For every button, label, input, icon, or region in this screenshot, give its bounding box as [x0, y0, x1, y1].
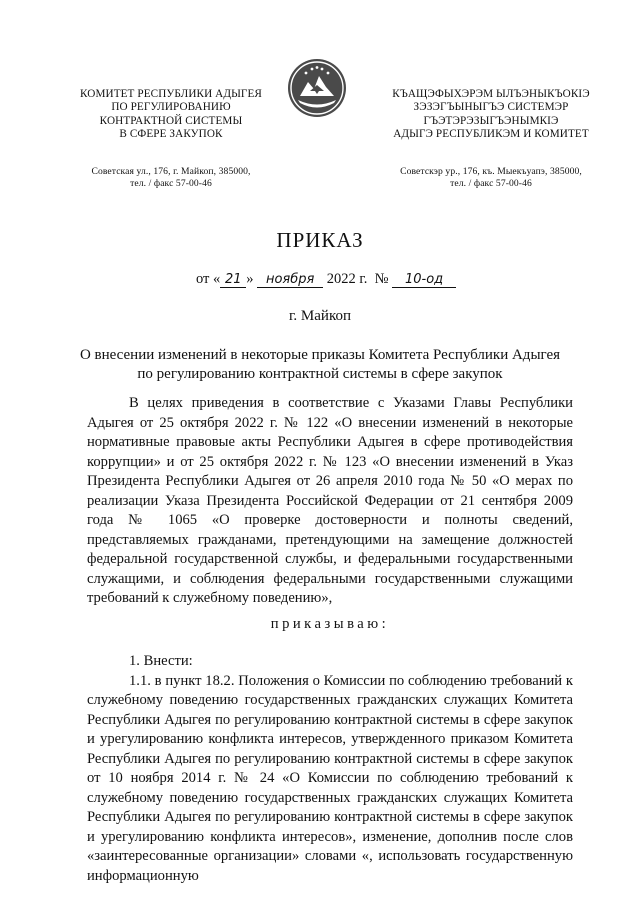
- subject-line: О внесении изменений в некоторые приказы Комитета Республики Адыгея: [79, 347, 561, 363]
- org-name-line: ГЪЭТЭРЭЗЫГЪЭНЫМКІЭ: [423, 114, 559, 127]
- phone-fax-line: тел. / факс 57-00-46: [450, 177, 532, 189]
- phone-fax-line: тел. / факс 57-00-46: [130, 177, 212, 189]
- order-directive: приказываю:: [270, 615, 390, 632]
- coat-of-arms-emblem-icon: [286, 56, 348, 120]
- org-name-line: ПО РЕГУЛИРОВАНИЮ: [111, 101, 231, 114]
- address-line: Советскэр ур., 176, къ. Мыекъуапэ, 385000,: [400, 165, 582, 177]
- document-body: [87, 394, 573, 886]
- city: г. Майкоп: [288, 308, 352, 324]
- subject-line: по регулированию контрактной системы в сфере закупок: [137, 366, 503, 382]
- preamble-paragraph: В целях приведения в соответствие с Указами Главы Республики Адыгея от 25 октября 2022 г. № 122 «О внесении изменений в некоторые нормативные правовые акты Республики Адыгея в сфере противодействия коррупции» и от 25 октября 2022 г. № 123 «О внесении изменений в Указ Президента Республики Адыгея от 26 апреля 2010 года № 50 «О мерах по реализации Указа Президента Российской Федерации от 21 сентября 2009 года № 1065 «О проверке достоверности и полноты сведений, представляемых гражданами, претендующими на замещение должностей федеральной государственной службы, и федеральными государственными служащими, и соблюдения федеральными государственными служащими требований к служебному поведению»,: [87, 395, 573, 606]
- org-address: [380, 166, 602, 190]
- org-name-line: ЗЭЗЭГЪЫНЫГЪЭ СИСТЕМЭР: [413, 101, 569, 114]
- header-right-org: [380, 88, 602, 190]
- number-sign: №: [374, 271, 389, 287]
- org-name-line: КОМИТЕТ РЕСПУБЛИКИ АДЫГЕЯ: [80, 88, 262, 100]
- date-separator: »: [246, 271, 254, 287]
- date-day: 21: [220, 272, 246, 288]
- header-left-org: [62, 88, 280, 190]
- item-1-1: 1.1. в пункт 18.2. Положения о Комиссии по соблюдению требований к служебному поведению государственных гражданских служащих Комитета Республики Адыгея по регулированию контрактной системы в сфере закупок и урегулированию конфликта интересов, утвержденного приказом Комитета Республики Адыгея по регулированию контрактной системы в сфере закупок от 10 ноября 2014 г. № 24 «О Комиссии по соблюдению требований к служебному поведению государственных гражданских служащих Комитета Республики Адыгея по регулированию контрактной системы в сфере закупок и урегулированию конфликта интересов», изменение, дополнив после слов «заинтересованные организации» словами «, использовать государственную информационную: [87, 672, 573, 884]
- address-line: Советская ул., 176, г. Майкоп, 385000,: [91, 165, 251, 177]
- date-year: 2022 г.: [326, 271, 368, 287]
- org-name-line: В СФЕРЕ ЗАКУПОК: [119, 128, 223, 141]
- org-name-line: КОНТРАКТНОЙ СИСТЕМЫ: [99, 114, 243, 127]
- date-month: ноября: [257, 272, 323, 288]
- document-number: 10-од: [392, 272, 456, 288]
- date-prefix: от «: [196, 271, 221, 287]
- org-name-line: КЪАЩЭФЫХЭРЭМ ЫЛЪЭНЫКЪОКІЭ: [392, 88, 590, 100]
- document-subject: [70, 346, 570, 384]
- item-1: 1. Внести:: [129, 653, 193, 669]
- document-title: ПРИКАЗ: [276, 228, 364, 252]
- org-address: [62, 166, 280, 190]
- date-number-line: [196, 271, 456, 288]
- org-name-line: АДЫГЭ РЕСПУБЛИКЭМ И КОМИТЕТ: [393, 128, 589, 141]
